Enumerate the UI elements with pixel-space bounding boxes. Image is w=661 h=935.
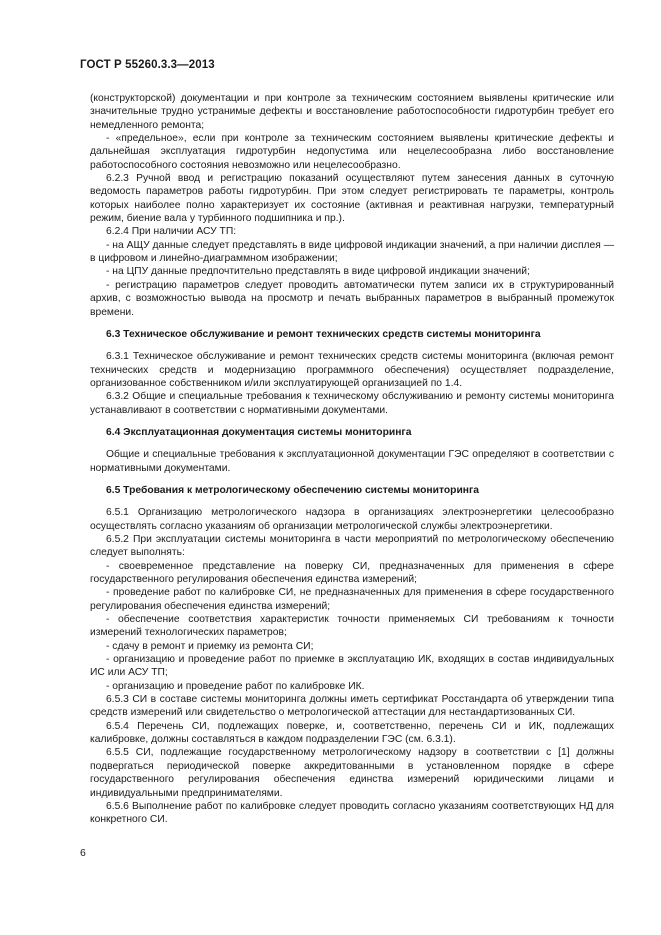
- list-item-accuracy: - обеспечение соответствия характеристик точности применяемых СИ требованиям к точности измерений технологических параметров;: [90, 614, 614, 639]
- clause-6-5-2: 6.5.2 При эксплуатации системы мониторинга в части мероприятий по метрологическому обеспечению следует выполнять:: [90, 533, 614, 559]
- page-number: 6: [80, 847, 86, 859]
- list-item-ashu: - на АЩУ данные следует представлять в виде цифровой индикации значений, а при наличии дисплея — в цифровом и линейно-диаграммном изображении;: [90, 239, 614, 265]
- clause-6-5-4: 6.5.4 Перечень СИ, подлежащих поверке, и, соответственно, перечень СИ и ИК, подлежащих калибровке, должны составляться в каждом подразделении ГЭС (см. 6.3.1).: [90, 720, 614, 746]
- section-heading-6-5: 6.5 Требования к метрологическому обеспечению системы мониторинга: [106, 484, 480, 496]
- clause-6-5-3: 6.5.3 СИ в составе системы мониторинга должны иметь сертификат Росстандарта об утверждении типа средств измерений или свидетельство о метрологической аттестации для нестандартизованных СИ.: [90, 694, 614, 719]
- list-item-registration: - регистрацию параметров следует проводить автоматически путем записи их в структурированный архив, с возможностью вывода на просмотр и печать выбранных параметров в выбранный промежуток времени.: [90, 279, 614, 318]
- paragraph-continuation: (конструкторской) документации и при контроле за техническим состоянием выявлены критические или значительные трудно устранимые дефекты и восстановление работоспособности гидротурбин требует его немедленного ремонта;: [90, 93, 614, 131]
- list-item-ik-calibration: - организацию и проведение работ по калибровке ИК.: [106, 680, 365, 692]
- section-heading-6-4: 6.4 Эксплуатационная документация системы мониторинга: [106, 426, 412, 438]
- section-heading-6-3: 6.3 Техническое обслуживание и ремонт технических средств системы мониторинга: [106, 328, 541, 340]
- list-item-cpu: - на ЦПУ данные предпочтительно представлять в виде цифровой индикации значений;: [106, 266, 530, 278]
- clause-6-2-4: 6.2.4 При наличии АСУ ТП:: [106, 226, 237, 238]
- document-body: [90, 92, 614, 827]
- list-item-verification: - своевременное представление на поверку СИ, предназначенных для применения в сфере государственного регулирования обеспечения единства измерений;: [90, 560, 614, 585]
- list-item-limit-state: - «предельное», если при контроле за техническим состоянием выявлены критические дефекты и дальнейшая эксплуатация гидротурбин недопустима или нецелесообразна либо восстановление работоспособного состояния невозможно или нецелесообразно.: [90, 133, 614, 171]
- clause-6-5-6: 6.5.6 Выполнение работ по калибровке следует проводить согласно указаниям соответствующих НД для конкретного СИ.: [90, 800, 614, 826]
- document-header: ГОСТ Р 55260.3.3—2013: [80, 59, 215, 71]
- clause-6-3-2: 6.3.2 Общие и специальные требования к техническому обслуживанию и ремонту системы мониторинга устанавливают в соответствии с нормативными документами.: [90, 391, 614, 416]
- paragraph-6-4: Общие и специальные требования к эксплуатационной документации ГЭС определяют в соответствии с нормативными документами.: [90, 449, 614, 474]
- clause-6-5-5: 6.5.5 СИ, подлежащие государственному метрологическому надзору в соответствии с [1] должны подвергаться периодической поверке аккредитованными в установленном порядке в сфере государственного регулирования обеспечения единства измерений юридическими лицами и индивидуальными предпринимателями.: [90, 747, 614, 799]
- clause-6-5-1: 6.5.1 Организацию метрологического надзора в организациях электроэнергетики целесообразно осуществлять согласно указаниям об организации метрологической службы электроэнергетики.: [90, 507, 614, 532]
- clause-6-2-3: 6.2.3 Ручной ввод и регистрацию показаний осуществляют путем занесения данных в суточную ведомость параметров работы гидротурбин. При этом следует регистрировать те параметры, контроль которых наиболее полно характеризует их состояние (активная и реактивная нагрузки, температурный режим, биение вала у турбинного подшипника и пр.).: [90, 173, 614, 225]
- list-item-repair: - сдачу в ремонт и приемку из ремонта СИ;: [106, 640, 314, 652]
- clause-6-3-1: 6.3.1 Техническое обслуживание и ремонт технических средств системы мониторинга (включая ремонт технических средств и модернизацию программного обеспечения) осуществляет подразделение, организованное собственником и/или эксплуатирующей организацией по 1.4.: [90, 351, 614, 389]
- list-item-calibration: - проведение работ по калибровке СИ, не предназначенных для применения в сфере государственного регулирования обеспечения единства измерений;: [90, 587, 614, 612]
- list-item-acceptance: - организацию и проведение работ по приемке в эксплуатацию ИК, входящих в состав индивидуальных ИС или АСУ ТП;: [90, 654, 614, 679]
